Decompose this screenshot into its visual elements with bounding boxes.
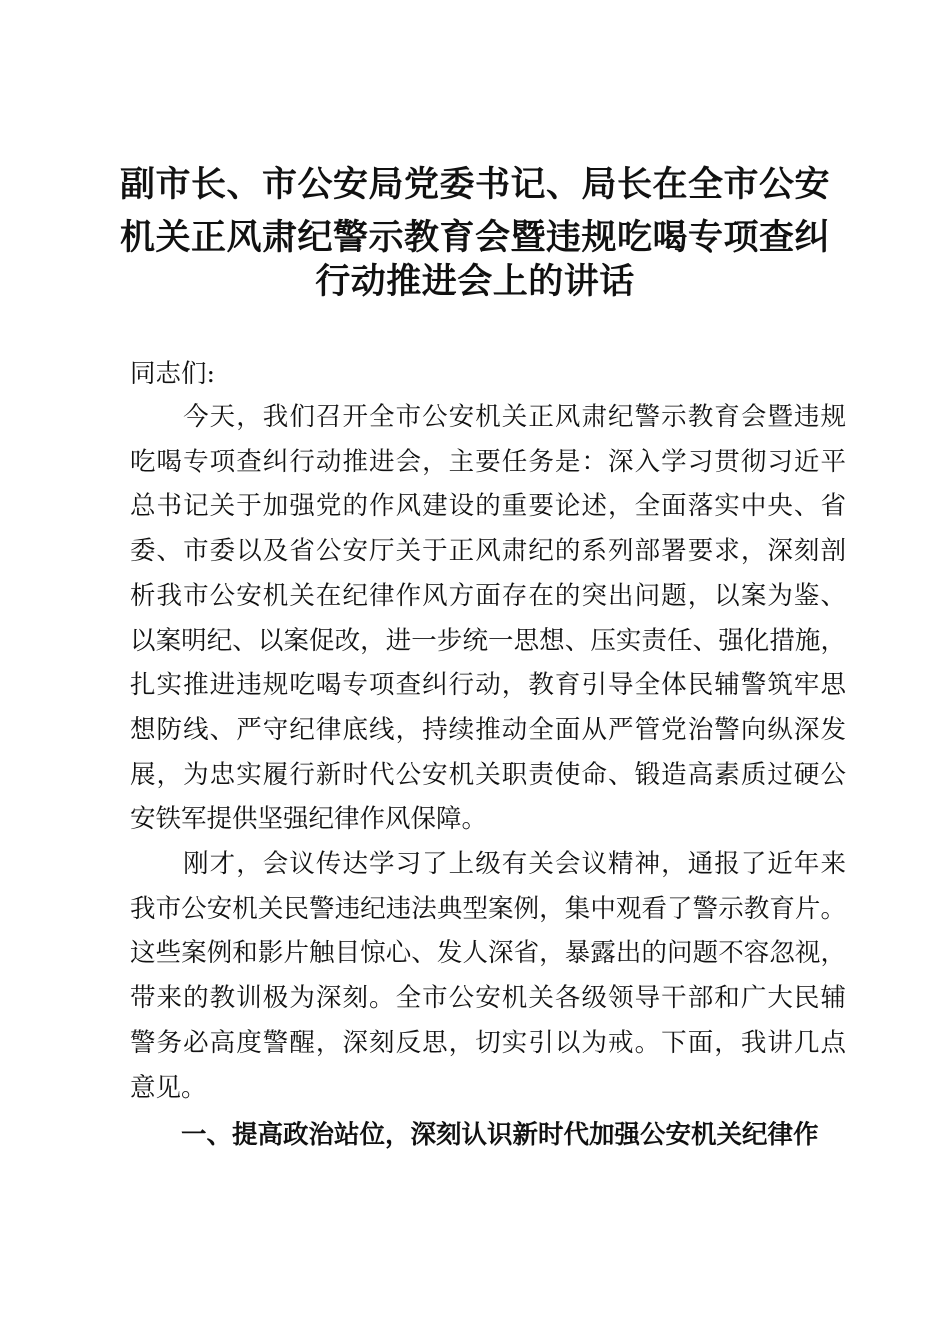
document-title-line-3: 行动推进会上的讲话 (315, 261, 635, 302)
paragraph-line: 警务必高度警醒，深刻反思，切实引以为戒。下面，我讲几点 (130, 1028, 846, 1058)
paragraph-line: 以案明纪、以案促改，进一步统一思想、压实责任、强化措施， (130, 626, 846, 656)
paragraph-line: 扎实推进违规吃喝专项查纠行动，教育引导全体民辅警筑牢思 (130, 670, 846, 700)
paragraph-line: 我市公安机关民警违纪违法典型案例，集中观看了警示教育片。 (130, 894, 846, 924)
paragraph-line: 意见。 (130, 1073, 207, 1103)
paragraph-line: 带来的教训极为深刻。全市公安机关各级领导干部和广大民辅 (130, 983, 846, 1013)
document-title-line-1: 副市长、市公安局党委书记、局长在全市公安 (119, 164, 830, 205)
salutation: 同志们: (130, 359, 216, 389)
paragraph-line: 刚才，会议传达学习了上级有关会议精神，通报了近年来 (130, 849, 846, 879)
paragraph-line: 析我市公安机关在纪律作风方面存在的突出问题，以案为鉴、 (130, 581, 846, 611)
paragraph-line: 委、市委以及省公安厅关于正风肃纪的系列部署要求，深刻剖 (130, 536, 846, 566)
paragraph-line: 吃喝专项查纠行动推进会，主要任务是：深入学习贯彻习近平 (130, 447, 846, 477)
section-heading-1: 一、提高政治站位，深刻认识新时代加强公安机关纪律作 (130, 1120, 819, 1150)
document-title-line-2: 机关正风肃纪警示教育会暨违规吃喝专项查纠 (119, 217, 830, 258)
paragraph-line: 安铁军提供坚强纪律作风保障。 (130, 804, 488, 834)
paragraph-line: 这些案例和影片触目惊心、发人深省，暴露出的问题不容忽视， (130, 938, 846, 968)
paragraph-line: 展，为忠实履行新时代公安机关职责使命、锻造高素质过硬公 (130, 760, 846, 790)
paragraph-line: 总书记关于加强党的作风建设的重要论述，全面落实中央、省 (130, 491, 846, 521)
paragraph-line: 想防线、严守纪律底线，持续推动全面从严管党治警向纵深发 (130, 715, 846, 745)
paragraph-line: 今天，我们召开全市公安机关正风肃纪警示教育会暨违规 (130, 402, 846, 432)
